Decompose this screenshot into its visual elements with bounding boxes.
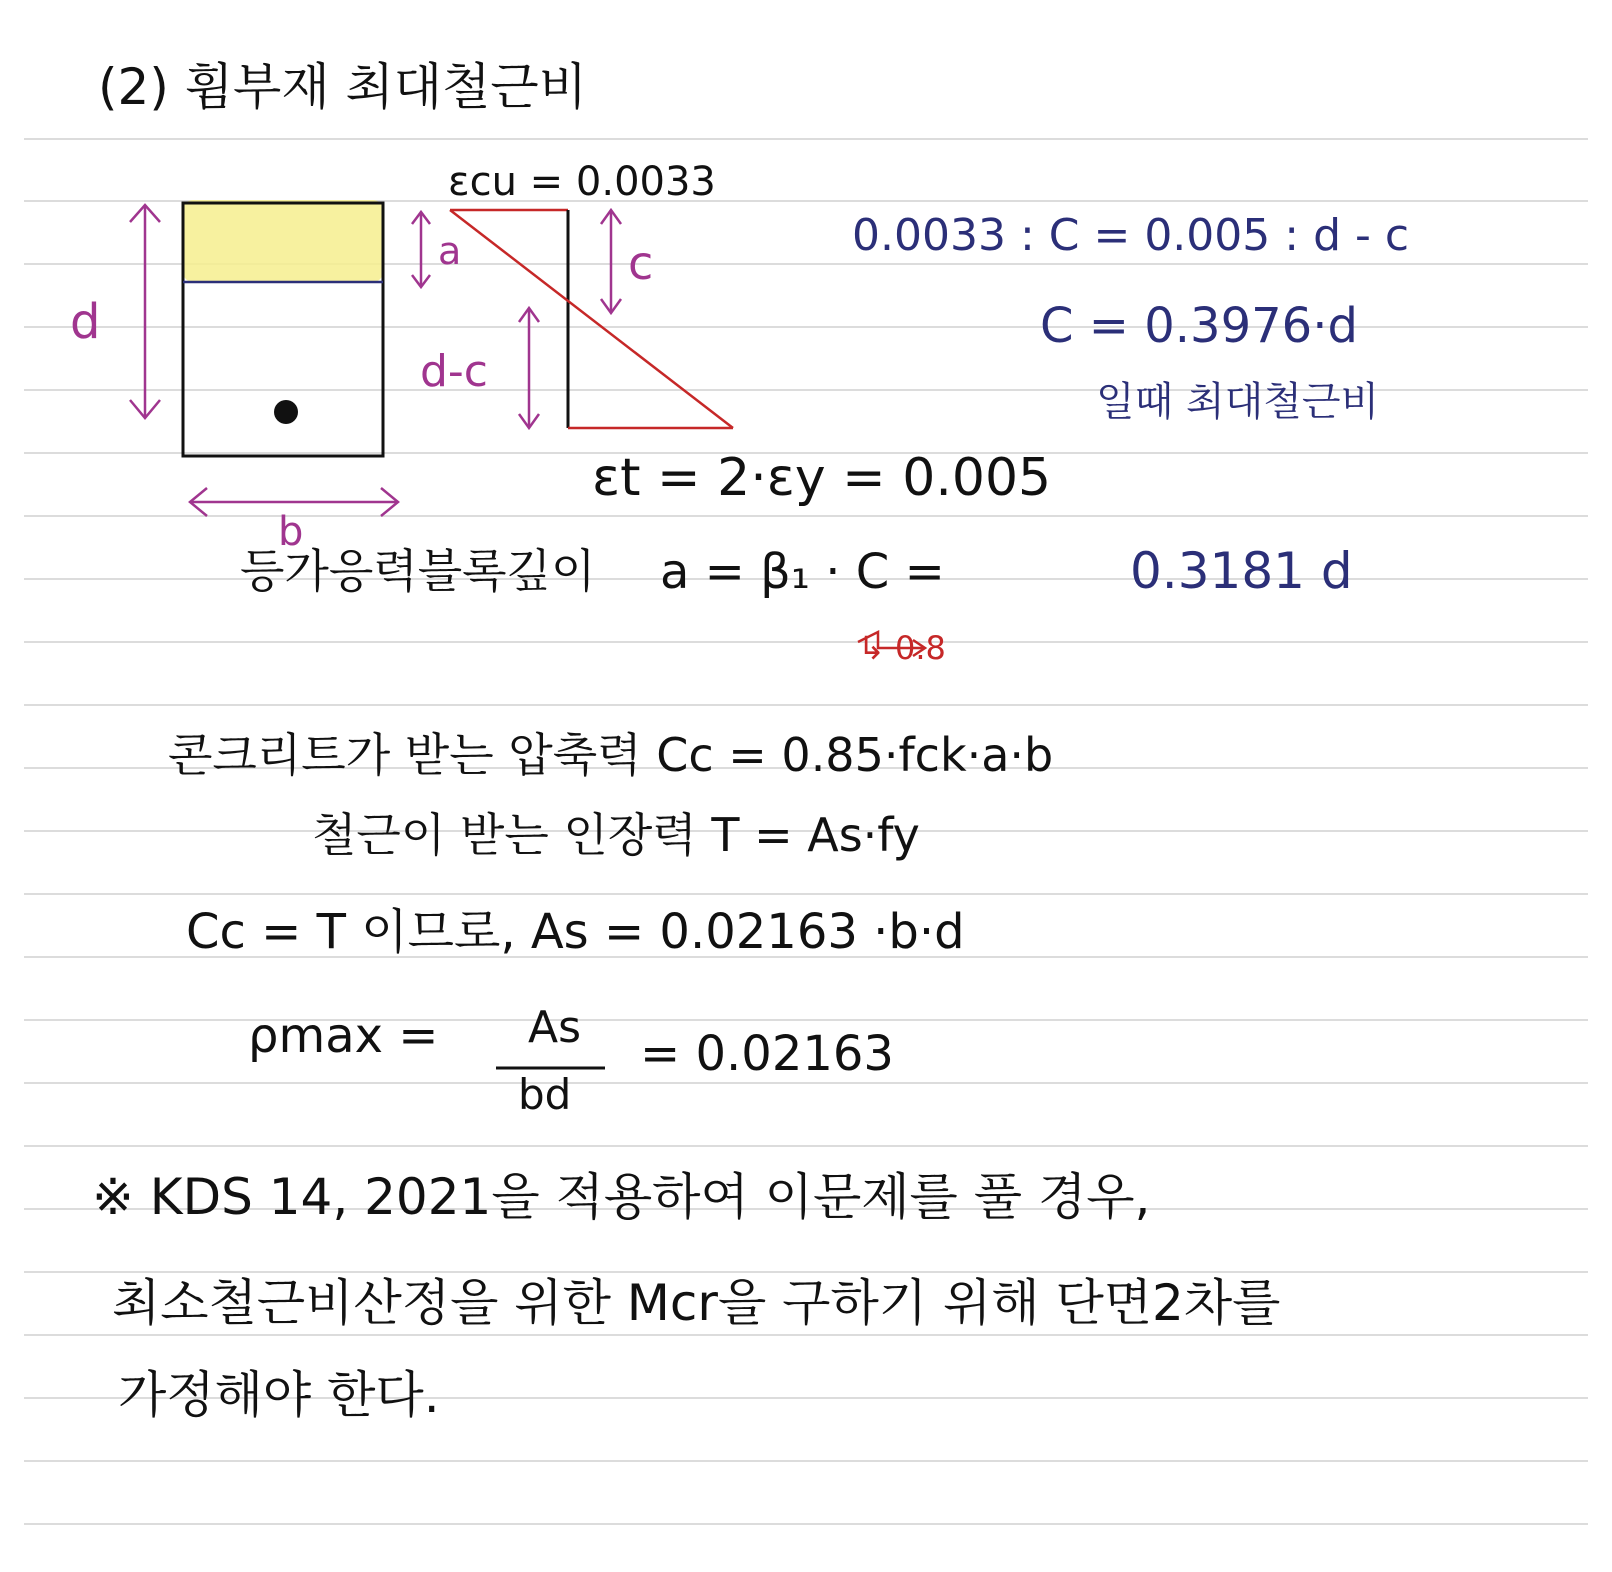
- note-line-2: 최소철근비산정을 위한 Mcr을 구하기 위해 단면2차를: [112, 1274, 1281, 1332]
- beta-note: ↳ 0.8: [858, 629, 946, 667]
- note-line-1: ※ KDS 14, 2021을 적용하여 이문제를 풀 경우,: [92, 1168, 1151, 1226]
- c-dimension-arrow: [601, 210, 621, 313]
- tension-force: 철근이 받는 인장력 T = As·fy: [312, 808, 920, 862]
- label-d: d: [70, 294, 101, 350]
- equilibrium-equation: Cc = T 이므로, As = 0.02163 ·b·d: [186, 904, 965, 960]
- c-note: 일때 최대철근비: [1096, 379, 1380, 425]
- note-line-3: 가정해야 한다.: [118, 1366, 440, 1424]
- label-b: b: [278, 509, 304, 555]
- d-dimension-arrow: [130, 205, 160, 418]
- block-depth-expression: a = β₁ · C =: [660, 544, 945, 600]
- dc-dimension-arrow: [519, 308, 539, 428]
- rho-max-value: = 0.02163: [640, 1026, 894, 1082]
- ratio-equation: 0.0033 : C = 0.005 : d - c: [852, 210, 1410, 261]
- c-value: C = 0.3976·d: [1040, 298, 1358, 354]
- label-ecu: εcu = 0.0033: [448, 159, 716, 205]
- a-dimension-arrow: [412, 212, 430, 287]
- label-d-minus-c: d-c: [420, 346, 488, 397]
- rho-denominator: bd: [518, 1070, 572, 1119]
- rho-max-label: ρmax =: [248, 1008, 439, 1064]
- compression-force: 콘크리트가 받는 압축력 Cc = 0.85·fck·a·b: [168, 728, 1054, 782]
- block-depth-label: 등가응력블록깊이: [240, 544, 596, 598]
- heading: (2) 휨부재 최대철근비: [98, 58, 588, 116]
- compression-zone-highlight: [183, 200, 383, 282]
- label-a: a: [438, 229, 462, 273]
- strain-diagram: [450, 210, 733, 428]
- label-et: εt = 2·εy = 0.005: [592, 448, 1052, 508]
- rho-numerator: As: [528, 1002, 582, 1053]
- label-c: c: [628, 236, 654, 290]
- block-depth-value: 0.3181 d: [1130, 542, 1353, 600]
- rebar-dot: [274, 400, 298, 424]
